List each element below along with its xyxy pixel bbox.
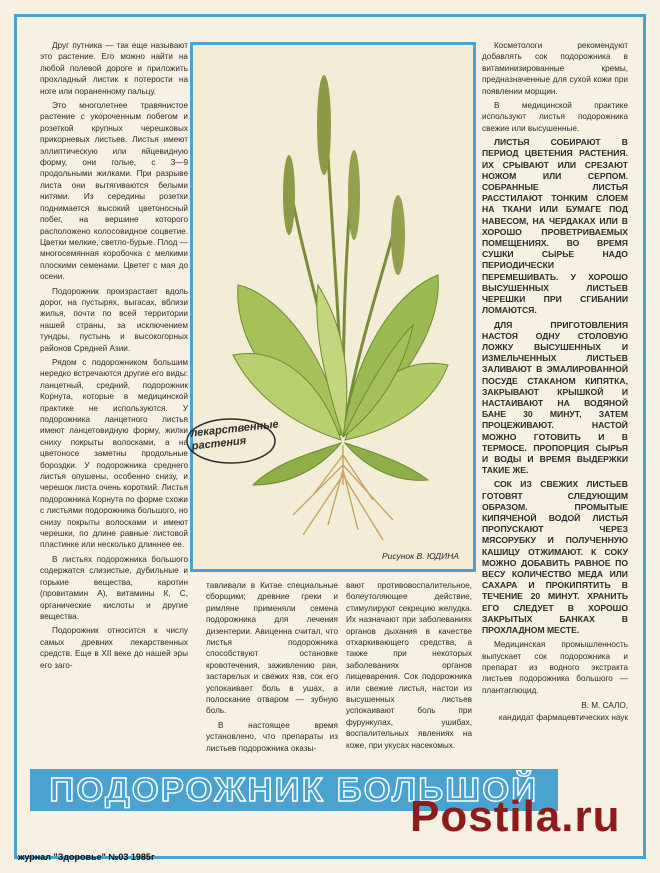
article-column-3 xyxy=(346,580,472,754)
paragraph: В листьях подорожника большого содержатся слизистые, дубильные и горькие вещества, каротин (провитамин А), витамины К, С, органические кислоты и другие вещества. xyxy=(40,554,188,621)
instruction-paragraph: СОК ИЗ СВЕЖИХ ЛИСТЬЕВ ГОТОВЯТ СЛЕДУЮЩИМ ОБРАЗОМ. ПРОМЫТЫЕ КИПЯЧЕНОЙ ВОДОЙ ЛИСТЬЯ ПРОПУСКАЮТ ЧЕРЕЗ МЯСОРУБКУ И ПОЛУЧЕННУЮ КАШИЦУ ОТЖИМАЮТ. К СОКУ МОЖНО ДОБАВИТЬ РАВНОЕ ПО ВЕСУ КОЛИЧЕСТВО МЕДА ИЛИ САХАРА И ПРОКИПЯТИТЬ В ТЕЧЕНИЕ 20 МИНУТ. ХРАНИТЬ ЕГО СЛЕДУЕТ В ХОРОШО ЗАКРЫТЫХ БАНКАХ В ПРОХЛАДНОМ МЕСТЕ. xyxy=(482,479,628,635)
rubric-line-1: лекарственные xyxy=(189,418,280,440)
paragraph: Подорожник произрастает вдоль дорог, на пустырях, выгасах, вблизи жилья, почти по всей территории нашей страны, за исключением тундры, пустынь и высокогорных районов Средней Азии. xyxy=(40,286,188,353)
paragraph: Это многолетнее травянистое растение с укороченным побегом и розеткой крупных черешковых прикорневых листьев. Листья имеют эллиптическую или яйцевидную форму, они голые, с 3—9 продольными жилками. При разрыве листа они вытягиваются белыми нитями. Из середины розетки поднимается высокий цветоносный побег, на вершине которого расположено колосовидное соцветие. Цветки мелкие, светло-бурые. Плод — многосемянная коробочка с мелкими плоскими семенами. Цветет с мая до осени. xyxy=(40,101,188,282)
paragraph: вают противовоспалительное, болеутоляющее действие, стимулируют секрецию желудка. Их назначают при заболеваниях органов дыхания в качестве отхаркивающего средства, а также при некоторых заболеваниях органов пищеварения. Сок подорожника или свежие листья, настои из высушенных листьев успокаивают боль при фурункулах, ушибах, воспалительных явлениях на коже, при укусах насекомых. xyxy=(346,581,472,750)
illustration-caption: Рисунок В. ЮДИНА xyxy=(381,551,459,561)
author-name: В. М. САЛО, xyxy=(581,701,628,711)
instructions-block xyxy=(482,137,628,636)
paragraph: Медицинская промышленность выпускает сок подорожника и препарат из водного экстракта листьев подорожника большого — плантаглюцид. xyxy=(482,640,628,695)
instruction-paragraph: ЛИСТЬЯ СОБИРАЮТ В ПЕРИОД ЦВЕТЕНИЯ РАСТЕНИЯ. ИХ СРЫВАЮТ ИЛИ СРЕЗАЮТ НОЖОМ ИЛИ СЕРПОМ. СОБРАННЫЕ ЛИСТЬЯ РАССТИЛАЮТ ТОНКИМ СЛОЕМ НА ТКАНИ ИЛИ БУМАГЕ ПОД НАВЕСОМ, НА ЧЕРДАКАХ ИЛИ В ХОРОШО ПРОВЕТРИВАЕМЫХ ПОМЕЩЕНИЯХ. ВО ВРЕМЯ СУШКИ СЫРЬЕ НАДО ПЕРИОДИЧЕСКИ ПЕРЕМЕШИВАТЬ. У ХОРОШО ВЫСУШЕННЫХ ЛИСТЬЕВ ЧЕРЕШКИ ПРИ СГИБАНИИ ЛОМАЮТСЯ. xyxy=(482,137,628,316)
paragraph: В медицинской практике используют листья подорожника свежие или высушенные. xyxy=(482,101,628,133)
paragraph: Косметологи рекомендуют добавлять сок подорожника в витаминизированные кремы, предназначенные для сухой кожи при появлении морщин. xyxy=(482,41,628,96)
paragraph: Подорожник относится к числу самых древних лекарственных средств. Еще в XII веке до нашей эры его заго- xyxy=(40,626,188,670)
plantain-drawing xyxy=(193,45,473,569)
source-footer: журнал "Здоровье" №03 1985г xyxy=(18,852,155,862)
rubric-line-2: растения xyxy=(191,434,247,453)
article-column-1 xyxy=(40,40,188,674)
rubric-label xyxy=(181,415,281,467)
instruction-paragraph: ДЛЯ ПРИГОТОВЛЕНИЯ НАСТОЯ ОДНУ СТОЛОВУЮ ЛОЖКУ ВЫСУШЕННЫХ И ИЗМЕЛЬЧЕННЫХ ЛИСТЬЕВ ЗАЛИВАЮТ В ЭМАЛИРОВАННОЙ ПОСУДЕ СТАКАНОМ КИПЯТКА, ЗАКРЫВАЮТ КРЫШКОЙ И НАСТАИВАЮТ НА ВОДЯНОЙ БАНЕ 30 МИНУТ, ЗАТЕМ ПРОЦЕЖИВАЮТ. НАСТОЙ МОЖНО ГОТОВИТЬ И В ТЕРМОСЕ. ПРОПОРЦИЯ СЫРЬЯ И ВОДЫ И ВРЕМЯ ВЫДЕРЖКИ ТАКИЕ ЖЕ. xyxy=(482,319,628,476)
article-column-2 xyxy=(206,580,338,757)
author-title: кандидат фармацевтических наук xyxy=(498,712,628,722)
author-signature xyxy=(482,700,628,723)
paragraph: В настоящее время установлено, что препараты из листьев подорожника оказы- xyxy=(206,720,338,753)
watermark-logo: Postila.ru xyxy=(410,792,621,841)
paragraph: Друг путника — так еще называют это растение. Его можно найти на любой полевой дороге и приложить прохладный листик к потерости на ноге или пораненному пальцу. xyxy=(40,41,188,96)
paragraph: тавливали в Китае специальные сборщики; древние греки и римляне применяли семена подорожника для лечения дизентерии. Авиценна считал, что листья подорожника способствуют остановке кровотечения, заживлению ран, застарелых и свежих язв, сок его успокаивает боль в ушах, а полоскание отваром — зубную боль. xyxy=(206,581,338,716)
paragraph: Рядом с подорожником большим нередко встречаются другие его виды: ланцетный, средний, подорожник Корнута, которые в медицинской практике не используются. У подорожника ланцетного листья имеют ланцетовидную форму, жилки сниху покрыты волосками, а на цветоносе заметны продольные бороздки. У подорожника среднего листья опушены, особенно снизу, и черешок листа очень короткий. Листья подорожника Корнута по форме схожи с листьями подорожника большого, но снизу покрыты волосками и имеют черешки, по длине равные листовой пластинке или несколько длиннее ее. xyxy=(40,357,188,550)
plant-illustration xyxy=(190,42,476,572)
article-column-4 xyxy=(482,40,628,723)
page-title: ПОДОРОЖНИК БОЛЬШОЙ xyxy=(49,771,539,808)
